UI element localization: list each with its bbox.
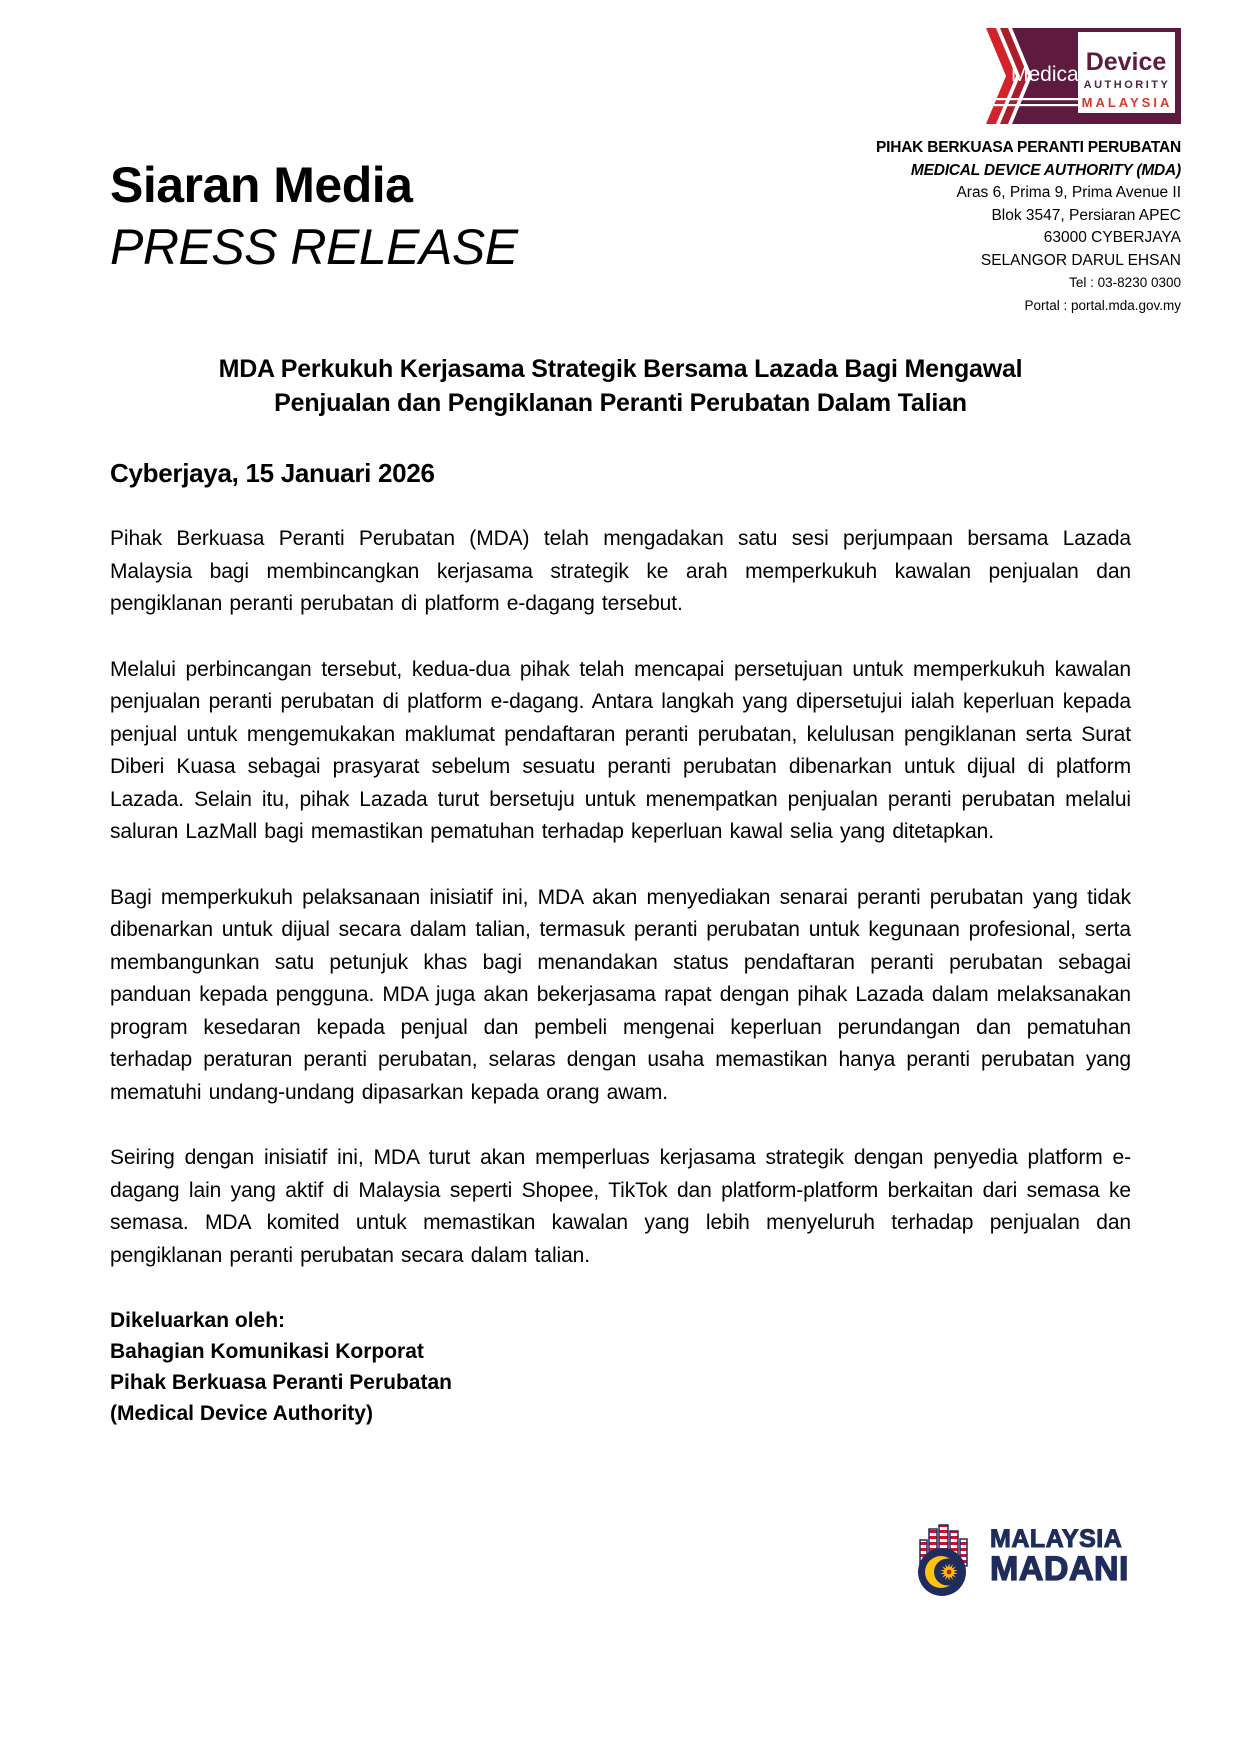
paragraph-2: Melalui perbincangan tersebut, kedua-dua pihak telah mencapai persetujuan untuk memperkukuh kawalan penjualan peranti perubatan di platform e-dagang. Antara langkah yang dipersetujui ialah keperluan kepada penjual untuk mengemukakan maklumat pendaftaran peranti perubatan, kelulusan pengiklanan serta Surat Diberi Kuasa sebagai prasyarat sebelum sesuatu peranti perubatan dibenarkan untuk dijual di platform Lazada. Selain itu, pihak Lazada turut bersetuju untuk menempatkan penjualan peranti perubatan melalui saluran LazMall bagi memastikan pematuhan terhadap keperluan kawal selia yang ditetapkan. [110, 657, 1131, 843]
address-line: Blok 3547, Persiaran APEC [991, 206, 1181, 224]
title-siaran-media: Siaran Media [110, 157, 413, 213]
paragraph-1: Pihak Berkuasa Peranti Perubatan (MDA) telah mengadakan satu sesi perjumpaan bersama Lazada Malaysia bagi membincangkan kerjasama strategik ke arah memperkukuh kawalan penjualan dan pengiklanan peranti perubatan di platform e-dagang tersebut. [110, 527, 1131, 615]
madani-word-malaysia: MALAYSIA [990, 1525, 1123, 1553]
madani-logo-icon [915, 1524, 981, 1598]
issued-by-label: Dikeluarkan oleh: [110, 1309, 286, 1332]
org-address-block [841, 137, 1181, 317]
address-line: SELANGOR DARUL EHSAN [980, 251, 1181, 269]
issued-by-division: Bahagian Komunikasi Korporat [110, 1340, 424, 1363]
org-header-block [841, 28, 1181, 317]
madani-star-center [947, 1570, 952, 1575]
mda-logo [978, 28, 1181, 124]
paragraph-4: Seiring dengan inisiatif ini, MDA turut akan memperluas kerjasama strategik dengan penyedia platform e-dagang lain yang aktif di Malaysia seperti Shopee, TikTok dan platform-platform berkaitan dari semasa ke semasa. MDA komited untuk memastikan kawalan yang lebih menyeluruh terhadap penjualan dan pengiklanan peranti perubatan secara dalam talian. [110, 1146, 1131, 1267]
issued-by-block [110, 1305, 1131, 1429]
document-body [110, 352, 1131, 1429]
madani-word-madani: MADANI [990, 1550, 1129, 1588]
madani-wordmark [990, 1527, 1129, 1586]
title-press-release: PRESS RELEASE [110, 219, 518, 275]
issued-by-org-my: Pihak Berkuasa Peranti Perubatan [110, 1371, 452, 1394]
document-title-block [110, 158, 518, 274]
address-line: Aras 6, Prima 9, Prima Avenue II [956, 184, 1181, 201]
dateline: Cyberjaya, 15 Januari 2026 [110, 458, 435, 488]
org-name-malay: PIHAK BERKUASA PERANTI PERUBATAN [875, 139, 1181, 156]
mda-word-medical: Medical [1011, 63, 1084, 86]
mda-word-malaysia: MALAYSIA [1081, 95, 1173, 110]
malaysia-madani-logo [915, 1524, 1129, 1598]
mda-word-device: Device [1085, 48, 1167, 76]
portal-line: Portal : portal.mda.gov.my [1024, 297, 1181, 313]
address-line: 63000 CYBERJAYA [1043, 229, 1181, 246]
press-release-heading: MDA Perkukuh Kerjasama Strategik Bersama Lazada Bagi Mengawal Penjualan dan Pengiklanan Peranti Perubatan Dalam Talian [218, 355, 1023, 417]
telephone-line: Tel : 03-8230 0300 [1069, 275, 1181, 290]
org-name-english: MEDICAL DEVICE AUTHORITY (MDA) [910, 161, 1181, 179]
mda-word-authority: AUTHORITY [1083, 79, 1171, 91]
issued-by-org-en: (Medical Device Authority) [110, 1402, 373, 1425]
paragraph-3: Bagi memperkukuh pelaksanaan inisiatif ini, MDA akan menyediakan senarai peranti perubatan yang tidak dibenarkan untuk dijual secara dalam talian, termasuk peranti perubatan untuk kegunaan profesional, serta membangunkan satu petunjuk khas bagi menandakan status pendaftaran peranti perubatan sebagai panduan kepada pengguna. MDA juga akan bekerjasama rapat dengan pihak Lazada dalam melaksanakan program kesedaran kepada penjual dan pembeli mengenai keperluan perundangan dan pematuhan terhadap peraturan peranti perubatan, selaras dengan usaha memastikan hanya peranti perubatan yang mematuhi undang-undang dipasarkan kepada orang awam. [110, 885, 1131, 1104]
